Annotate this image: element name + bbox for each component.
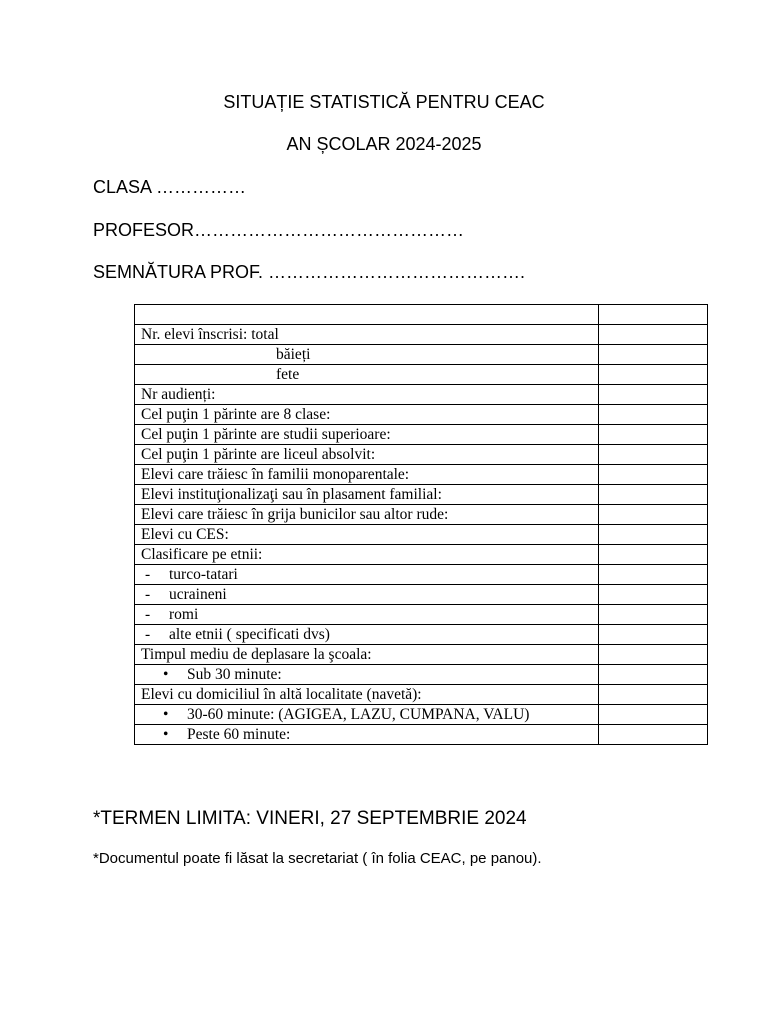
dash-marker <box>141 586 169 603</box>
table-row <box>135 605 708 625</box>
row-label: Cel puţin 1 părinte are 8 clase: <box>135 405 599 425</box>
table-header-row <box>135 305 708 325</box>
row-label-text: 30-60 minute: (AGIGEA, LAZU, CUMPANA, VALU) <box>187 706 530 723</box>
statistics-table <box>134 304 708 745</box>
row-label-text: alte etnii ( specificati dvs) <box>169 626 330 643</box>
profesor-field: PROFESOR……………………………………… <box>93 220 465 240</box>
dash-marker <box>141 606 169 623</box>
table-value-cell <box>599 305 708 325</box>
row-value <box>599 605 708 625</box>
table-row <box>135 505 708 525</box>
row-value <box>599 565 708 585</box>
row-value <box>599 345 708 365</box>
note-text: *Documentul poate fi lăsat la secretariat ( în folia CEAC, pe panou). <box>93 850 542 867</box>
row-label-bullet <box>135 725 599 745</box>
row-value <box>599 325 708 345</box>
row-value <box>599 545 708 565</box>
row-value <box>599 725 708 745</box>
table-row <box>135 685 708 705</box>
table-row <box>135 705 708 725</box>
row-label: Elevi care trăiesc în grija bunicilor sau altor rude: <box>135 505 599 525</box>
row-label: băieți <box>135 345 599 365</box>
school-year: AN ȘCOLAR 2024-2025 <box>286 134 482 154</box>
table-row <box>135 645 708 665</box>
bullet-marker <box>141 666 187 683</box>
table-row <box>135 405 708 425</box>
row-label-dash <box>135 625 599 645</box>
row-label-dash <box>135 585 599 605</box>
row-label-text: ucraineni <box>169 586 227 603</box>
table-row <box>135 445 708 465</box>
row-value <box>599 705 708 725</box>
table-row <box>135 425 708 445</box>
table-row <box>135 725 708 745</box>
row-label-dash <box>135 605 599 625</box>
row-label: Cel puţin 1 părinte are studii superioare: <box>135 425 599 445</box>
row-label: Clasificare pe etnii: <box>135 545 599 565</box>
row-label-bullet <box>135 705 599 725</box>
dash-marker <box>141 566 169 583</box>
row-value <box>599 685 708 705</box>
deadline-text: *TERMEN LIMITA: VINERI, 27 SEPTEMBRIE 2024 <box>93 808 527 829</box>
row-value <box>599 485 708 505</box>
row-label-text: Sub 30 minute: <box>187 666 282 683</box>
row-label: Elevi cu domiciliul în altă localitate (navetă): <box>135 685 599 705</box>
row-value <box>599 625 708 645</box>
table-header-cell <box>135 305 599 325</box>
table-row <box>135 345 708 365</box>
dash-marker <box>141 626 169 643</box>
row-value <box>599 665 708 685</box>
row-label: Elevi care trăiesc în familii monoparentale: <box>135 465 599 485</box>
table-row <box>135 365 708 385</box>
row-label-text: Peste 60 minute: <box>187 726 291 743</box>
row-label: Elevi instituţionalizaţi sau în plasament familial: <box>135 485 599 505</box>
table-row <box>135 325 708 345</box>
row-label-dash <box>135 565 599 585</box>
table-row <box>135 545 708 565</box>
row-value <box>599 525 708 545</box>
row-label: Timpul mediu de deplasare la şcoala: <box>135 645 599 665</box>
row-label: Cel puţin 1 părinte are liceul absolvit: <box>135 445 599 465</box>
bullet-marker <box>141 726 187 743</box>
row-value <box>599 445 708 465</box>
row-value <box>599 365 708 385</box>
row-label-bullet <box>135 665 599 685</box>
table-row <box>135 585 708 605</box>
row-label: Nr audienți: <box>135 385 599 405</box>
row-label-text: romi <box>169 606 199 623</box>
row-value <box>599 385 708 405</box>
table-row <box>135 385 708 405</box>
document-title: SITUAȚIE STATISTICĂ PENTRU CEAC <box>223 92 545 112</box>
row-value <box>599 645 708 665</box>
table-row <box>135 525 708 545</box>
table-row <box>135 485 708 505</box>
row-value <box>599 425 708 445</box>
row-label: fete <box>135 365 599 385</box>
bullet-marker <box>141 706 187 723</box>
row-label: Nr. elevi înscrisi: total <box>135 325 599 345</box>
table-row <box>135 465 708 485</box>
row-value <box>599 465 708 485</box>
table-row <box>135 565 708 585</box>
semnatura-field: SEMNĂTURA PROF. ……………………………………. <box>93 262 526 282</box>
row-value <box>599 505 708 525</box>
table-row <box>135 665 708 685</box>
row-label: Elevi cu CES: <box>135 525 599 545</box>
row-value <box>599 585 708 605</box>
table-row <box>135 625 708 645</box>
row-label-text: turco-tatari <box>169 566 238 583</box>
row-value <box>599 405 708 425</box>
clasa-field: CLASA …………… <box>93 177 247 197</box>
